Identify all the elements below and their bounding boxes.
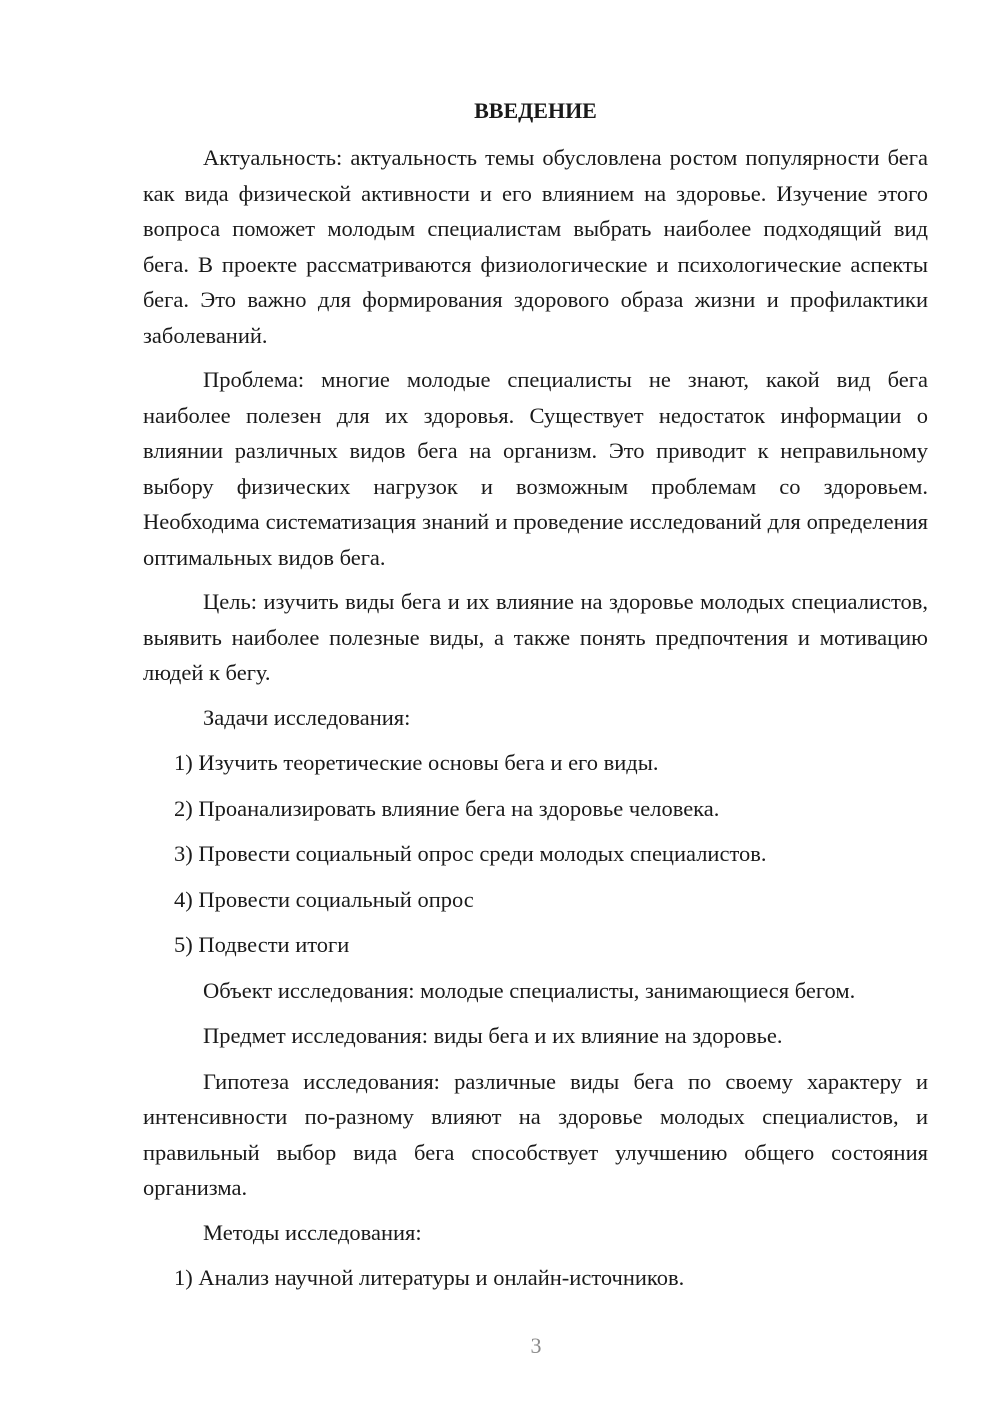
task-item-5: 5) Подвести итоги [174, 932, 350, 957]
method-item-1: 1) Анализ научной литературы и онлайн-источников. [174, 1265, 685, 1290]
research-object: Объект исследования: молодые специалисты, занимающиеся бегом. [203, 977, 856, 1003]
goal-paragraph: Цель: изучить виды бега и их влияние на здоровье молодых специалистов, выявить наиболее полезные виды, а также понять предпочтения и мотивацию людей к бегу. [143, 589, 928, 685]
methods-heading: Методы исследования: [203, 1219, 422, 1245]
task-item-3: 3) Провести социальный опрос среди молодых специалистов. [174, 841, 767, 866]
problem-paragraph: Проблема: многие молодые специалисты не знают, какой вид бега наиболее полезен для их здоровья. Существует недостаток информации о влиянии различных видов бега на организм. Это приводит к неправильному выбору физических нагрузок и возможным проблемам со здоровьем. Необходима систематизация знаний и проведение исследований для определения оптимальных видов бега. [143, 367, 928, 570]
section-title: ВВЕДЕНИЕ [474, 98, 597, 123]
relevance-paragraph: Актуальность: актуальность темы обусловлена ростом популярности бега как вида физической активности и его влиянием на здоровье. Изучение этого вопроса поможет молодым специалистам выбрать наиболее подходящий вид бега. В проекте рассматриваются физиологические и психологические аспекты бега. Это важно для формирования здорового образа жизни и профилактики заболеваний. [143, 145, 928, 348]
task-item-1: 1) Изучить теоретические основы бега и его виды. [174, 750, 659, 775]
page-content [143, 96, 928, 1306]
hypothesis-paragraph: Гипотеза исследования: различные виды бега по своему характеру и интенсивности по-разному влияют на здоровье молодых специалистов, и правильный выбор вида бега способствует улучшению общего состояния организма. [143, 1068, 928, 1200]
page-number: 3 [530, 1333, 542, 1358]
task-item-4: 4) Провести социальный опрос [174, 886, 474, 912]
research-subject: Предмет исследования: виды бега и их влияние на здоровье. [203, 1023, 783, 1048]
tasks-heading: Задачи исследования: [203, 704, 411, 730]
task-item-2: 2) Проанализировать влияние бега на здоровье человека. [174, 795, 720, 821]
